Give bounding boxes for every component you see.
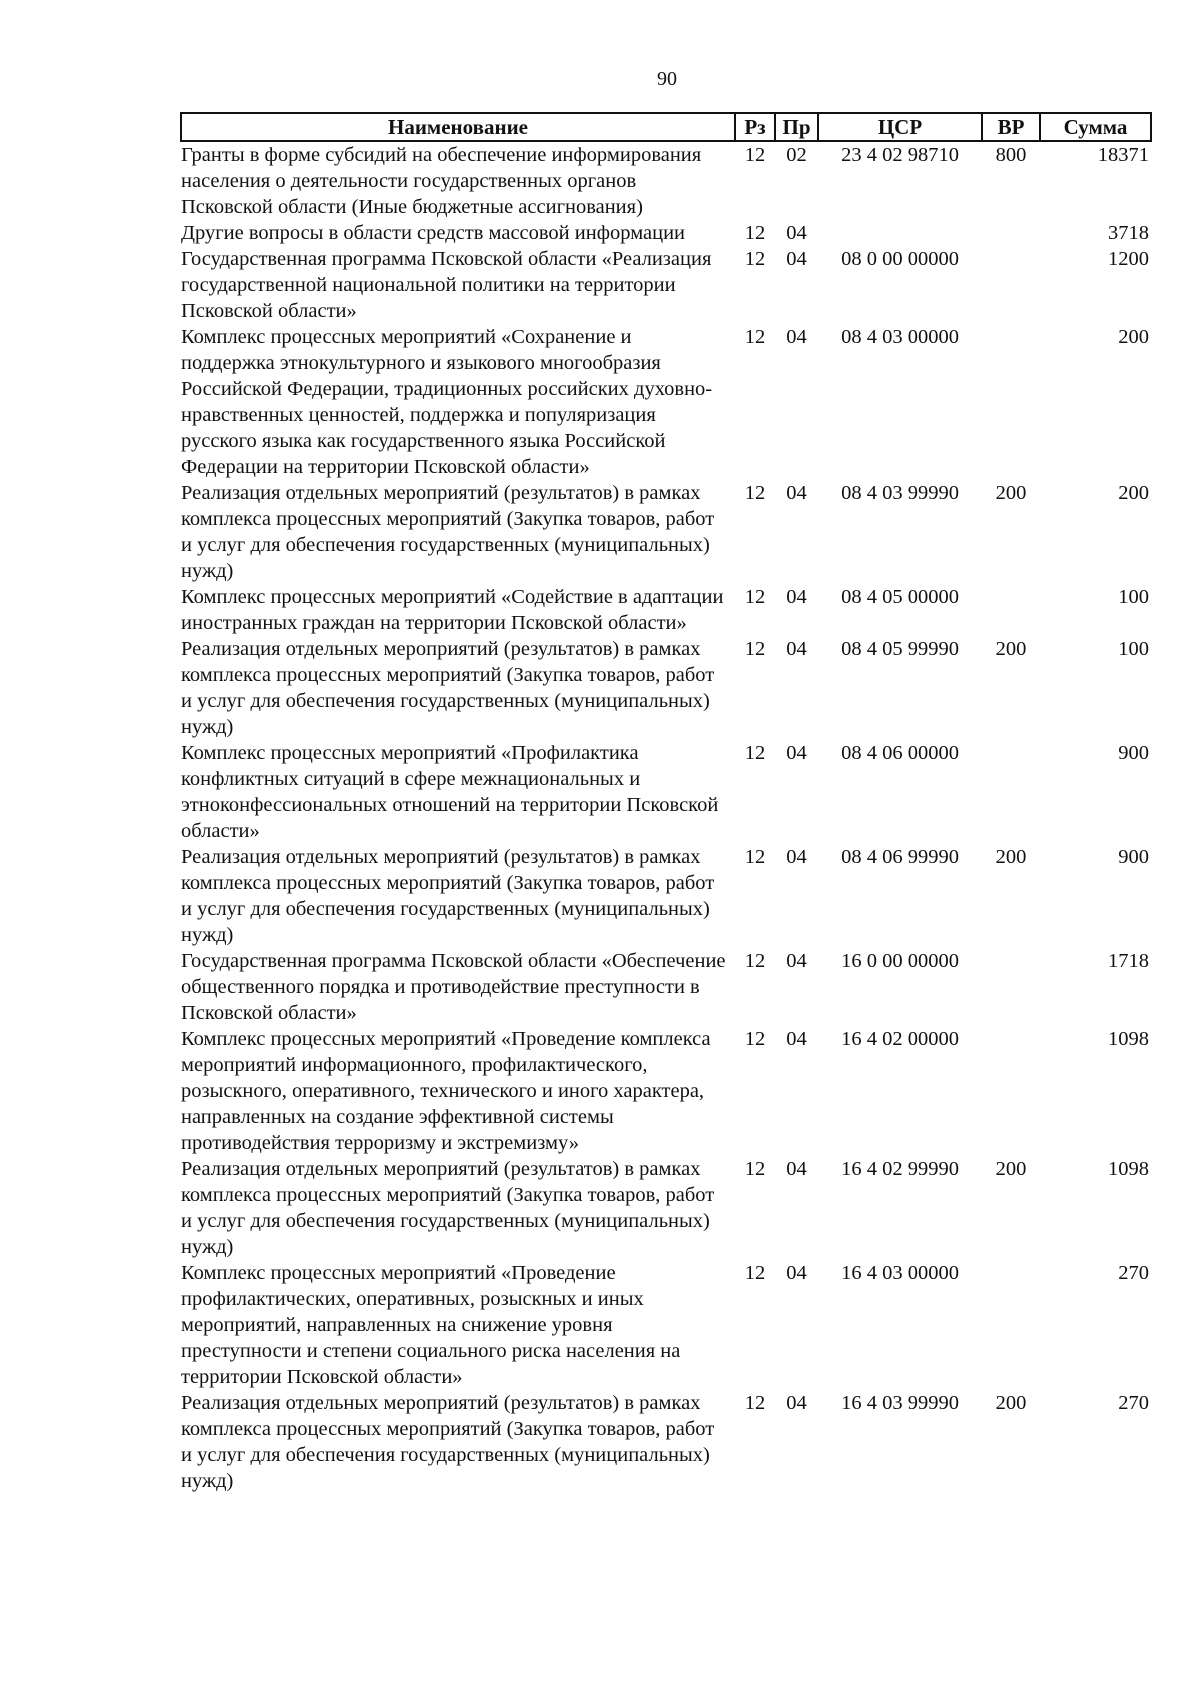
cell-vr [982,584,1040,636]
table-row [181,636,1151,740]
table-body [181,141,1151,1494]
cell-sum: 1200 [1108,248,1149,270]
table-row [181,324,1151,480]
table-row [181,1026,1151,1156]
cell-csr: 16 0 00 00000 [841,950,959,972]
table-row [181,141,1151,220]
cell-name: Реализация отдельных мероприятий (результатов) в рамках комплекса процессных мероприятий (Закупка товаров, работ и услуг для обеспечения государственных (муниципальных) нужд) [181,846,715,946]
budget-table [180,112,1152,1494]
cell-name: Государственная программа Псковской области «Обеспечение общественного порядка и противодействие преступности в Псковской области» [181,950,726,1024]
cell-pr: 04 [786,742,807,764]
cell-name: Комплекс процессных мероприятий «Проведение профилактических, оперативных, розыскных и иных мероприятий, направленных на снижение уровня преступности и степени социального риска населения на территории Псковской области» [181,1262,681,1388]
cell-sum: 100 [1118,638,1149,660]
cell-sum: 1718 [1108,950,1149,972]
cell-sum: 900 [1118,742,1149,764]
cell-pr: 04 [786,1392,807,1414]
header-pr: Пр [775,113,818,141]
cell-rz: 12 [744,1262,766,1284]
table-row [181,948,1151,1026]
cell-csr: 08 4 03 99990 [841,482,959,504]
cell-csr: 16 4 03 00000 [841,1262,959,1284]
cell-pr: 04 [786,950,807,972]
cell-pr: 04 [786,1028,807,1050]
cell-sum: 270 [1118,1262,1149,1284]
cell-csr: 16 4 02 00000 [841,1028,959,1050]
page-number: 90 [657,68,677,90]
table-row [181,1260,1151,1390]
header-row [181,113,1151,141]
header-csr: ЦСР [818,113,982,141]
table-row [181,740,1151,844]
cell-name: Реализация отдельных мероприятий (результатов) в рамках комплекса процессных мероприятий (Закупка товаров, работ и услуг для обеспечения государственных (муниципальных) нужд) [181,1158,715,1258]
cell-vr [982,740,1040,844]
header-vr: ВР [982,113,1040,141]
table-row [181,220,1151,246]
cell-sum: 3718 [1108,222,1149,244]
cell-vr: 200 [995,1158,1027,1180]
cell-rz: 12 [744,1158,766,1180]
cell-rz: 12 [744,586,766,608]
cell-vr [982,1026,1040,1156]
cell-rz: 12 [744,222,766,244]
header-name: Наименование [181,113,735,141]
cell-vr [982,948,1040,1026]
cell-name: Комплекс процессных мероприятий «Сохранение и поддержка этнокультурного и языкового многообразия Российской Федерации, традиционных российских духовно-нравственных ценностей, поддержка и популяризация русского языка как государственного языка Российской Федерации на территории Псковской области» [181,326,713,478]
cell-vr [982,324,1040,480]
cell-sum: 100 [1118,586,1149,608]
cell-pr: 04 [786,1262,807,1284]
cell-name: Реализация отдельных мероприятий (результатов) в рамках комплекса процессных мероприятий (Закупка товаров, работ и услуг для обеспечения государственных (муниципальных) нужд) [181,482,715,582]
cell-csr: 08 4 06 00000 [841,742,959,764]
cell-rz: 12 [744,248,766,270]
cell-vr [982,1260,1040,1390]
cell-csr: 16 4 03 99990 [841,1392,959,1414]
cell-rz: 12 [744,638,766,660]
cell-pr: 02 [786,144,807,166]
cell-rz: 12 [744,1028,766,1050]
cell-rz: 12 [744,846,766,868]
cell-pr: 04 [786,638,807,660]
cell-vr: 200 [995,638,1027,660]
table-row [181,480,1151,584]
cell-name: Реализация отдельных мероприятий (результатов) в рамках комплекса процессных мероприятий (Закупка товаров, работ и услуг для обеспечения государственных (муниципальных) нужд) [181,638,715,738]
cell-name: Комплекс процессных мероприятий «Проведение комплекса мероприятий информационного, профилактического, розыскного, оперативного, технического и иного характера, направленных на создание эффективной системы противодействия терроризму и экстремизму» [181,1028,711,1154]
table-row [181,1390,1151,1494]
cell-pr: 04 [786,482,807,504]
cell-sum: 18371 [1097,144,1149,166]
cell-pr: 04 [786,222,807,244]
cell-rz: 12 [744,326,766,348]
cell-vr: 200 [995,482,1027,504]
cell-pr: 04 [786,326,807,348]
table-row [181,246,1151,324]
table-row [181,1156,1151,1260]
cell-rz: 12 [744,742,766,764]
cell-pr: 04 [786,248,807,270]
cell-rz: 12 [744,144,766,166]
cell-name: Комплекс процессных мероприятий «Профилактика конфликтных ситуаций в сфере межнациональных и этноконфессиональных отношений на территории Псковской области» [181,742,719,842]
cell-vr [982,246,1040,324]
header-rz: Рз [735,113,775,141]
cell-vr [982,220,1040,246]
cell-csr: 23 4 02 98710 [841,144,959,166]
cell-pr: 04 [786,586,807,608]
cell-csr: 08 4 03 00000 [841,326,959,348]
cell-name: Реализация отдельных мероприятий (результатов) в рамках комплекса процессных мероприятий (Закупка товаров, работ и услуг для обеспечения государственных (муниципальных) нужд) [181,1392,715,1492]
cell-csr: 08 4 05 99990 [841,638,959,660]
cell-sum: 200 [1118,326,1149,348]
cell-vr: 200 [995,846,1027,868]
cell-csr: 16 4 02 99990 [841,1158,959,1180]
cell-pr: 04 [786,846,807,868]
cell-csr: 08 0 00 00000 [841,248,959,270]
cell-pr: 04 [786,1158,807,1180]
table-row [181,584,1151,636]
cell-sum: 200 [1118,482,1149,504]
cell-csr: 08 4 05 00000 [841,586,959,608]
cell-csr [818,220,982,246]
cell-name: Комплекс процессных мероприятий «Содействие в адаптации иностранных граждан на территории Псковской области» [181,586,724,634]
cell-rz: 12 [744,1392,766,1414]
cell-sum: 1098 [1108,1158,1149,1180]
cell-vr: 200 [995,1392,1027,1414]
table-row [181,844,1151,948]
table-header [181,113,1151,141]
cell-rz: 12 [744,950,766,972]
cell-name: Гранты в форме субсидий на обеспечение информирования населения о деятельности государственных органов Псковской области (Иные бюджетные ассигнования) [181,144,702,218]
header-sum: Сумма [1040,113,1151,141]
cell-vr: 800 [995,144,1027,166]
cell-sum: 270 [1118,1392,1149,1414]
cell-rz: 12 [744,482,766,504]
cell-csr: 08 4 06 99990 [841,846,959,868]
cell-name: Другие вопросы в области средств массовой информации [181,222,686,244]
cell-name: Государственная программа Псковской области «Реализация государственной национальной политики на территории Псковской области» [181,248,712,322]
cell-sum: 900 [1118,846,1149,868]
cell-sum: 1098 [1108,1028,1149,1050]
